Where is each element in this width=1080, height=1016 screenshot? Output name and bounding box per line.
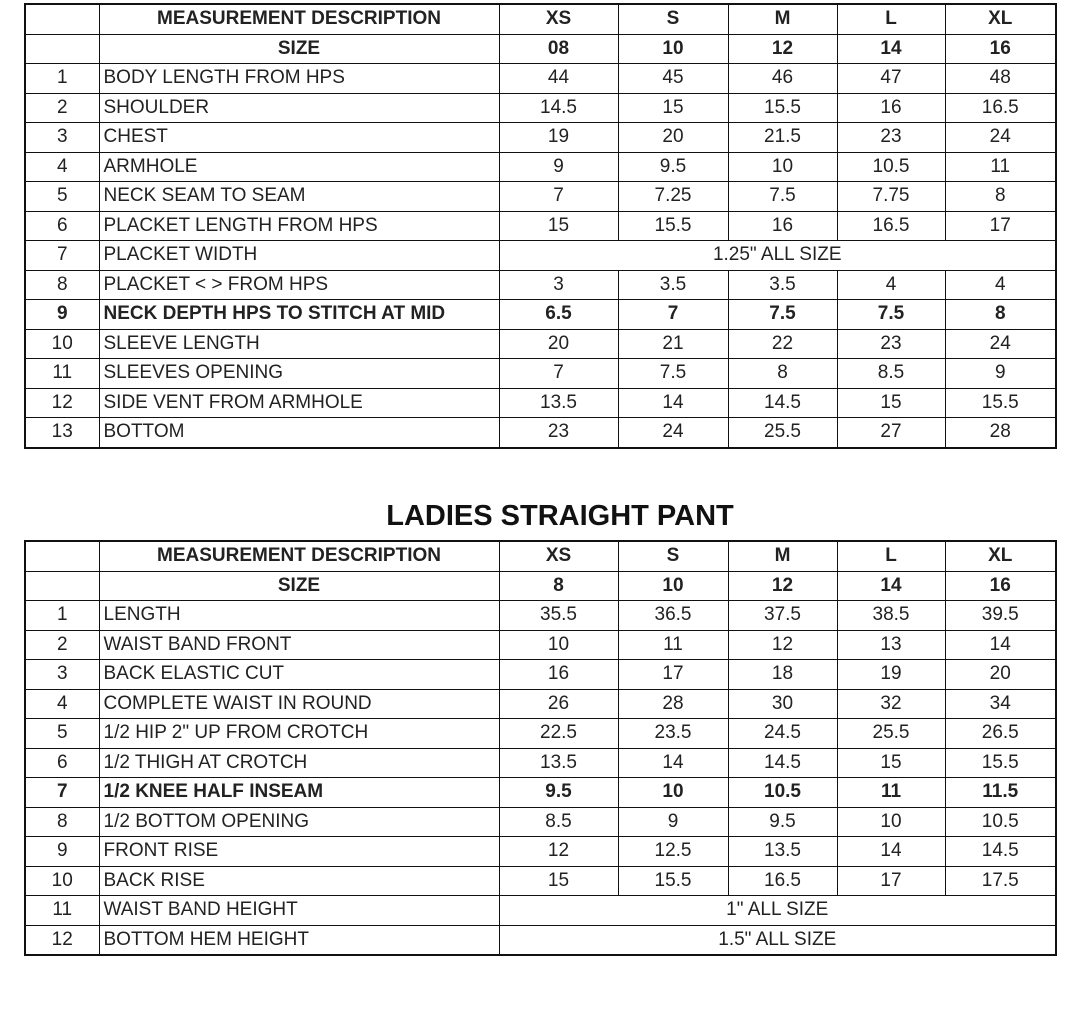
measurement-value: 17 bbox=[618, 660, 728, 690]
size-row-label: SIZE bbox=[99, 571, 499, 601]
measurement-value: 24 bbox=[618, 418, 728, 448]
table-row bbox=[25, 418, 1056, 448]
measurement-description: BACK ELASTIC CUT bbox=[99, 660, 499, 690]
measurement-value: 11.5 bbox=[945, 778, 1056, 808]
size-row-label: SIZE bbox=[99, 34, 499, 64]
measurement-value: 10.5 bbox=[945, 807, 1056, 837]
measurement-value: 8 bbox=[945, 300, 1056, 330]
measurement-value: 38.5 bbox=[837, 601, 945, 631]
measurement-value: 47 bbox=[837, 64, 945, 94]
measurement-value: 14 bbox=[618, 388, 728, 418]
row-number: 6 bbox=[25, 748, 99, 778]
measurement-value: 17 bbox=[945, 211, 1056, 241]
measurement-value: 20 bbox=[499, 329, 618, 359]
measurement-value: 18 bbox=[728, 660, 837, 690]
measurement-value: 20 bbox=[945, 660, 1056, 690]
table-row bbox=[25, 925, 1056, 955]
row-number: 1 bbox=[25, 601, 99, 631]
measurement-value: 37.5 bbox=[728, 601, 837, 631]
table-row bbox=[25, 241, 1056, 271]
size-row bbox=[25, 34, 1056, 64]
measurement-value: 22 bbox=[728, 329, 837, 359]
table-row bbox=[25, 778, 1056, 808]
measurement-value: 9.5 bbox=[618, 152, 728, 182]
row-number: 9 bbox=[25, 837, 99, 867]
row-number: 4 bbox=[25, 152, 99, 182]
measurement-value: 7.5 bbox=[728, 300, 837, 330]
measurement-value: 12 bbox=[728, 630, 837, 660]
table-row bbox=[25, 689, 1056, 719]
measurement-value: 20 bbox=[618, 123, 728, 153]
measurement-value: 7.25 bbox=[618, 182, 728, 212]
measurement-value: 10.5 bbox=[728, 778, 837, 808]
measurement-value: 7.5 bbox=[728, 182, 837, 212]
measurement-value: 16.5 bbox=[837, 211, 945, 241]
measurement-description: BOTTOM bbox=[99, 418, 499, 448]
measurement-value: 16 bbox=[728, 211, 837, 241]
measurement-value: 3.5 bbox=[618, 270, 728, 300]
measurement-value: 35.5 bbox=[499, 601, 618, 631]
row-number: 7 bbox=[25, 778, 99, 808]
table-row bbox=[25, 630, 1056, 660]
size-label-header: XL bbox=[945, 4, 1056, 34]
measurement-value: 10 bbox=[837, 807, 945, 837]
measurement-value: 14 bbox=[618, 748, 728, 778]
table-row bbox=[25, 182, 1056, 212]
measurement-value: 10 bbox=[728, 152, 837, 182]
measurement-value: 14 bbox=[837, 837, 945, 867]
size-label-header: S bbox=[618, 4, 728, 34]
measurement-description: 1/2 BOTTOM OPENING bbox=[99, 807, 499, 837]
size-label-header: XS bbox=[499, 541, 618, 571]
measurement-value: 25.5 bbox=[837, 719, 945, 749]
measurement-value: 9 bbox=[499, 152, 618, 182]
row-number: 8 bbox=[25, 807, 99, 837]
measurement-value: 7.5 bbox=[837, 300, 945, 330]
row-number: 6 bbox=[25, 211, 99, 241]
measurement-value: 8.5 bbox=[837, 359, 945, 389]
measurement-value: 4 bbox=[945, 270, 1056, 300]
measurement-value: 15 bbox=[618, 93, 728, 123]
size-number-cell: 12 bbox=[728, 571, 837, 601]
measurement-value: 3.5 bbox=[728, 270, 837, 300]
table-row bbox=[25, 719, 1056, 749]
table-row bbox=[25, 837, 1056, 867]
row-number: 5 bbox=[25, 719, 99, 749]
measurement-value: 10 bbox=[499, 630, 618, 660]
measurement-value: 21.5 bbox=[728, 123, 837, 153]
measurement-value: 30 bbox=[728, 689, 837, 719]
measurement-value: 13 bbox=[837, 630, 945, 660]
measurement-value: 10 bbox=[618, 778, 728, 808]
measurement-description: COMPLETE WAIST IN ROUND bbox=[99, 689, 499, 719]
measurement-value: 26.5 bbox=[945, 719, 1056, 749]
measurement-description: 1/2 KNEE HALF INSEAM bbox=[99, 778, 499, 808]
measurement-value: 28 bbox=[618, 689, 728, 719]
measurement-value: 13.5 bbox=[499, 388, 618, 418]
measurement-value: 15.5 bbox=[618, 211, 728, 241]
table-row bbox=[25, 866, 1056, 896]
number-header bbox=[25, 541, 99, 571]
measurement-value: 13.5 bbox=[728, 837, 837, 867]
measurement-value: 28 bbox=[945, 418, 1056, 448]
top-measurement-table bbox=[24, 3, 1057, 449]
row-number: 10 bbox=[25, 329, 99, 359]
measurement-value: 23 bbox=[837, 329, 945, 359]
size-number-cell: 10 bbox=[618, 34, 728, 64]
table-row bbox=[25, 152, 1056, 182]
size-number-cell: 10 bbox=[618, 571, 728, 601]
row-number: 12 bbox=[25, 925, 99, 955]
size-label-header: M bbox=[728, 4, 837, 34]
measurement-description: ARMHOLE bbox=[99, 152, 499, 182]
table-row bbox=[25, 211, 1056, 241]
size-number-cell: 16 bbox=[945, 34, 1056, 64]
row-number: 13 bbox=[25, 418, 99, 448]
number-cell bbox=[25, 34, 99, 64]
measurement-value: 16 bbox=[837, 93, 945, 123]
size-number-cell: 08 bbox=[499, 34, 618, 64]
size-number-cell: 12 bbox=[728, 34, 837, 64]
number-header bbox=[25, 4, 99, 34]
measurement-value: 15.5 bbox=[945, 748, 1056, 778]
size-label-header: L bbox=[837, 4, 945, 34]
measurement-value: 7 bbox=[499, 182, 618, 212]
measurement-value: 15 bbox=[837, 388, 945, 418]
measurement-value: 24 bbox=[945, 329, 1056, 359]
measurement-description: SIDE VENT FROM ARMHOLE bbox=[99, 388, 499, 418]
measurement-value: 27 bbox=[837, 418, 945, 448]
measurement-value: 13.5 bbox=[499, 748, 618, 778]
measurement-value: 36.5 bbox=[618, 601, 728, 631]
measurement-value: 11 bbox=[837, 778, 945, 808]
measurement-value: 44 bbox=[499, 64, 618, 94]
measurement-value: 26 bbox=[499, 689, 618, 719]
measurement-description: PLACKET WIDTH bbox=[99, 241, 499, 271]
header-row bbox=[25, 4, 1056, 34]
table-row bbox=[25, 270, 1056, 300]
row-number: 2 bbox=[25, 93, 99, 123]
all-size-value: 1" ALL SIZE bbox=[499, 896, 1056, 926]
row-number: 12 bbox=[25, 388, 99, 418]
size-number-cell: 8 bbox=[499, 571, 618, 601]
measurement-value: 10.5 bbox=[837, 152, 945, 182]
measurement-value: 32 bbox=[837, 689, 945, 719]
measurement-value: 8.5 bbox=[499, 807, 618, 837]
measurement-description: CHEST bbox=[99, 123, 499, 153]
table-row bbox=[25, 64, 1056, 94]
measurement-description: FRONT RISE bbox=[99, 837, 499, 867]
measurement-value: 14.5 bbox=[728, 748, 837, 778]
measurement-value: 23 bbox=[499, 418, 618, 448]
measurement-description: 1/2 THIGH AT CROTCH bbox=[99, 748, 499, 778]
measurement-value: 23.5 bbox=[618, 719, 728, 749]
size-number-cell: 16 bbox=[945, 571, 1056, 601]
description-header: MEASUREMENT DESCRIPTION bbox=[99, 541, 499, 571]
row-number: 4 bbox=[25, 689, 99, 719]
measurement-value: 9 bbox=[945, 359, 1056, 389]
table-row bbox=[25, 93, 1056, 123]
row-number: 7 bbox=[25, 241, 99, 271]
table-row bbox=[25, 359, 1056, 389]
pant-measurement-table bbox=[24, 540, 1057, 956]
measurement-description: BOTTOM HEM HEIGHT bbox=[99, 925, 499, 955]
measurement-description: SLEEVE LENGTH bbox=[99, 329, 499, 359]
row-number: 5 bbox=[25, 182, 99, 212]
measurement-description: PLACKET < > FROM HPS bbox=[99, 270, 499, 300]
measurement-value: 9.5 bbox=[499, 778, 618, 808]
measurement-value: 4 bbox=[837, 270, 945, 300]
table-row bbox=[25, 329, 1056, 359]
measurement-value: 14 bbox=[945, 630, 1056, 660]
measurement-value: 9 bbox=[618, 807, 728, 837]
row-number: 2 bbox=[25, 630, 99, 660]
all-size-value: 1.5" ALL SIZE bbox=[499, 925, 1056, 955]
table-row bbox=[25, 388, 1056, 418]
number-cell bbox=[25, 571, 99, 601]
measurement-value: 23 bbox=[837, 123, 945, 153]
measurement-description: LENGTH bbox=[99, 601, 499, 631]
measurement-value: 45 bbox=[618, 64, 728, 94]
measurement-value: 16.5 bbox=[728, 866, 837, 896]
pant-section-title: LADIES STRAIGHT PANT bbox=[386, 500, 734, 532]
row-number: 11 bbox=[25, 359, 99, 389]
size-label-header: L bbox=[837, 541, 945, 571]
measurement-value: 8 bbox=[945, 182, 1056, 212]
measurement-value: 48 bbox=[945, 64, 1056, 94]
table-row bbox=[25, 300, 1056, 330]
measurement-value: 12.5 bbox=[618, 837, 728, 867]
measurement-value: 17.5 bbox=[945, 866, 1056, 896]
measurement-value: 16.5 bbox=[945, 93, 1056, 123]
measurement-value: 15 bbox=[499, 211, 618, 241]
measurement-value: 39.5 bbox=[945, 601, 1056, 631]
measurement-value: 11 bbox=[945, 152, 1056, 182]
table-row bbox=[25, 807, 1056, 837]
size-label-header: S bbox=[618, 541, 728, 571]
row-number: 3 bbox=[25, 660, 99, 690]
row-number: 8 bbox=[25, 270, 99, 300]
row-number: 10 bbox=[25, 866, 99, 896]
measurement-value: 24.5 bbox=[728, 719, 837, 749]
measurement-description: NECK DEPTH HPS TO STITCH AT MID bbox=[99, 300, 499, 330]
measurement-description: BACK RISE bbox=[99, 866, 499, 896]
measurement-value: 15.5 bbox=[728, 93, 837, 123]
row-number: 3 bbox=[25, 123, 99, 153]
measurement-value: 14.5 bbox=[499, 93, 618, 123]
measurement-value: 22.5 bbox=[499, 719, 618, 749]
measurement-value: 19 bbox=[837, 660, 945, 690]
measurement-value: 25.5 bbox=[728, 418, 837, 448]
measurement-value: 8 bbox=[728, 359, 837, 389]
table-row bbox=[25, 601, 1056, 631]
measurement-value: 15.5 bbox=[618, 866, 728, 896]
measurement-description: SLEEVES OPENING bbox=[99, 359, 499, 389]
measurement-description: NECK SEAM TO SEAM bbox=[99, 182, 499, 212]
size-label-header: XS bbox=[499, 4, 618, 34]
measurement-value: 14.5 bbox=[728, 388, 837, 418]
size-label-header: M bbox=[728, 541, 837, 571]
measurement-value: 11 bbox=[618, 630, 728, 660]
measurement-description: BODY LENGTH FROM HPS bbox=[99, 64, 499, 94]
size-number-cell: 14 bbox=[837, 34, 945, 64]
measurement-description: 1/2 HIP 2" UP FROM CROTCH bbox=[99, 719, 499, 749]
measurement-value: 7.5 bbox=[618, 359, 728, 389]
measurement-value: 24 bbox=[945, 123, 1056, 153]
row-number: 11 bbox=[25, 896, 99, 926]
table-row bbox=[25, 896, 1056, 926]
measurement-value: 7 bbox=[618, 300, 728, 330]
measurement-description: WAIST BAND FRONT bbox=[99, 630, 499, 660]
description-header: MEASUREMENT DESCRIPTION bbox=[99, 4, 499, 34]
measurement-value: 7.75 bbox=[837, 182, 945, 212]
row-number: 1 bbox=[25, 64, 99, 94]
measurement-value: 15.5 bbox=[945, 388, 1056, 418]
measurement-value: 9.5 bbox=[728, 807, 837, 837]
size-label-header: XL bbox=[945, 541, 1056, 571]
all-size-value: 1.25" ALL SIZE bbox=[499, 241, 1056, 271]
size-row bbox=[25, 571, 1056, 601]
measurement-value: 19 bbox=[499, 123, 618, 153]
measurement-value: 15 bbox=[837, 748, 945, 778]
row-number: 9 bbox=[25, 300, 99, 330]
measurement-value: 46 bbox=[728, 64, 837, 94]
size-number-cell: 14 bbox=[837, 571, 945, 601]
measurement-description: WAIST BAND HEIGHT bbox=[99, 896, 499, 926]
measurement-value: 17 bbox=[837, 866, 945, 896]
measurement-value: 6.5 bbox=[499, 300, 618, 330]
table-row bbox=[25, 123, 1056, 153]
table-row bbox=[25, 660, 1056, 690]
measurement-value: 12 bbox=[499, 837, 618, 867]
header-row bbox=[25, 541, 1056, 571]
measurement-value: 21 bbox=[618, 329, 728, 359]
measurement-description: PLACKET LENGTH FROM HPS bbox=[99, 211, 499, 241]
measurement-value: 16 bbox=[499, 660, 618, 690]
table-row bbox=[25, 748, 1056, 778]
measurement-value: 7 bbox=[499, 359, 618, 389]
measurement-value: 34 bbox=[945, 689, 1056, 719]
measurement-value: 14.5 bbox=[945, 837, 1056, 867]
measurement-value: 15 bbox=[499, 866, 618, 896]
measurement-description: SHOULDER bbox=[99, 93, 499, 123]
measurement-value: 3 bbox=[499, 270, 618, 300]
